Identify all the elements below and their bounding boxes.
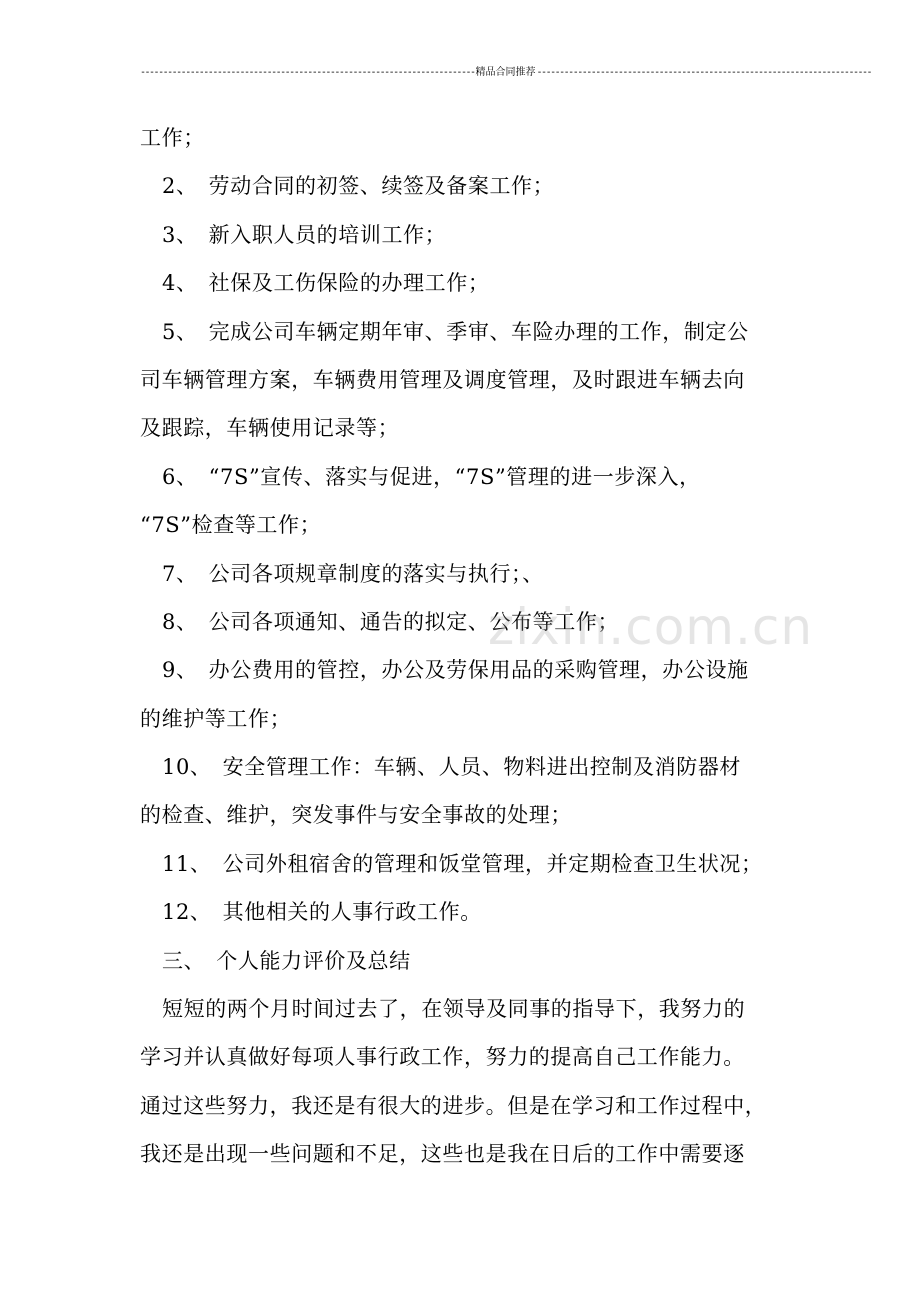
list-item-12 bbox=[140, 888, 788, 936]
list-item-text: 12、 其他相关的人事行政工作。 bbox=[162, 900, 482, 925]
list-item-6 bbox=[140, 453, 788, 501]
header-dashes-right: -------------------------------------------------------------------------- bbox=[536, 67, 872, 78]
paragraph-line: 工作； bbox=[140, 126, 205, 150]
paragraph-text: 短短的两个月时间过去了，在领导及同事的指导下，我努力的 bbox=[162, 997, 746, 1022]
paragraph-line: 的维护等工作； bbox=[140, 706, 292, 731]
list-item-11 bbox=[140, 840, 788, 888]
page-header bbox=[140, 66, 872, 80]
list-item-3 bbox=[140, 211, 788, 259]
list-item-text: 2、 劳动合同的初签、续签及备案工作； bbox=[162, 174, 555, 199]
paragraph-line: 司车辆管理方案，车辆费用管理及调度管理，及时跟进车辆去向 bbox=[140, 367, 745, 392]
paragraph-line: 学习并认真做好每项人事行政工作，努力的提高自己工作能力。 bbox=[140, 1045, 745, 1070]
list-item-8 bbox=[140, 598, 788, 646]
list-item-10 bbox=[140, 743, 788, 791]
header-title: 精品合同推荐 bbox=[475, 67, 536, 78]
list-item-4 bbox=[140, 259, 788, 307]
list-item-text: 3、 新入职人员的培训工作； bbox=[162, 222, 447, 247]
list-item-text: 7、 公司各项规章制度的落实与执行；、 bbox=[162, 561, 544, 586]
list-item-text: 9、 办公费用的管控，办公及劳保用品的采购管理，办公设施 bbox=[162, 658, 749, 683]
list-item-7 bbox=[140, 550, 788, 598]
section-heading-text: 三、 个人能力评价及总结 bbox=[162, 948, 411, 973]
section-heading bbox=[140, 937, 788, 985]
paragraph-first-line bbox=[140, 985, 788, 1033]
list-item-text: 10、 安全管理工作：车辆、人员、物料进出控制及消防器材 bbox=[162, 755, 742, 780]
list-item-text: 6、 “7S”宣传、落实与促进，“7S”管理的进一步深入， bbox=[162, 464, 701, 489]
watermark: zixin.com.cn bbox=[488, 598, 814, 656]
paragraph-line: 通过这些努力，我还是有很大的进步。但是在学习和工作过程中， bbox=[140, 1093, 767, 1118]
paragraph-line: 我还是出现一些问题和不足，这些也是我在日后的工作中需要逐 bbox=[140, 1142, 745, 1167]
list-item-text: 4、 社保及工伤保险的办理工作； bbox=[162, 271, 490, 296]
list-item-text: 8、 公司各项通知、通告的拟定、公布等工作； bbox=[162, 609, 620, 634]
list-item-2 bbox=[140, 162, 788, 210]
list-item-text: 11、 公司外租宿舍的管理和饭堂管理，并定期检查卫生状况； bbox=[162, 851, 763, 876]
paragraph-line: 的检查、维护，突发事件与安全事故的处理； bbox=[140, 803, 572, 828]
paragraph-line: “7S”检查等工作； bbox=[140, 513, 322, 538]
list-item-9 bbox=[140, 646, 788, 694]
paragraph-line: 及跟踪，车辆使用记录等； bbox=[140, 416, 400, 441]
list-item-text: 5、 完成公司车辆定期年审、季审、车险办理的工作，制定公 bbox=[162, 319, 749, 344]
header-dashes-left: -------------------------------------------------------------------------- bbox=[140, 67, 475, 78]
document-body bbox=[140, 114, 788, 1179]
list-item-5 bbox=[140, 308, 788, 356]
